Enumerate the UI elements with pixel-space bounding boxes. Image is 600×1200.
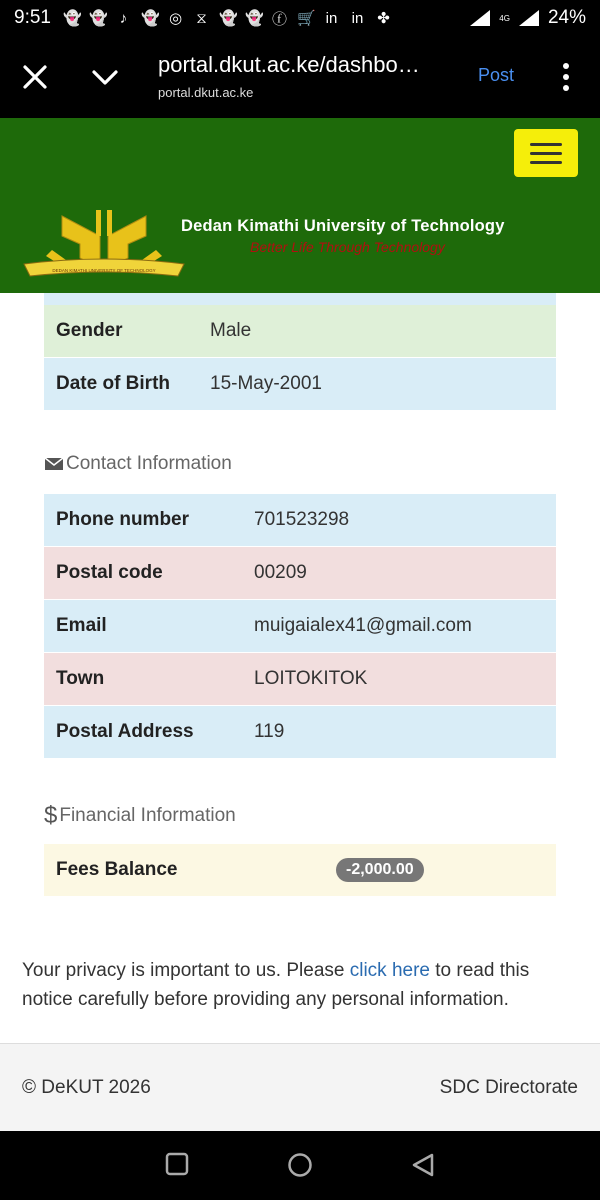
dollar-icon: $ (44, 802, 58, 829)
row-value: 119 (254, 721, 285, 742)
browser-toolbar (0, 36, 600, 118)
table-row-partial (44, 293, 556, 305)
row-value: Male (210, 320, 252, 341)
notification-icons (63, 8, 392, 29)
pinwheel-icon: ✤ (377, 10, 390, 27)
table-row (44, 653, 556, 706)
home-icon[interactable] (287, 1152, 313, 1178)
row-value: LOITOKITOK (254, 668, 368, 689)
privacy-text-before: Your privacy is important to us. Please (22, 960, 350, 981)
contact-title-text: Contact Information (66, 453, 232, 474)
tiktok-icon: ♪ (119, 9, 128, 27)
privacy-link[interactable]: click here (349, 960, 430, 981)
envelope-icon (44, 456, 64, 472)
hamburger-line (530, 161, 562, 164)
signal-icon (469, 9, 491, 27)
page-host: portal.dkut.ac.ke (158, 85, 254, 100)
close-icon[interactable] (20, 62, 50, 92)
personal-info-table (44, 293, 556, 411)
privacy-text-after: to read this notice carefully before providing any personal information. (22, 960, 530, 1010)
linkedin-icon: in (351, 9, 364, 27)
row-label: Town (56, 668, 105, 689)
signal-icon (518, 9, 540, 27)
linkedin-icon: in (325, 9, 338, 27)
battery-level: 24% (547, 7, 586, 28)
table-row (44, 305, 556, 358)
row-label: Phone number (56, 509, 190, 530)
snapchat-icon: 👻 (244, 10, 264, 27)
row-label: Postal Address (56, 721, 194, 742)
table-row (44, 706, 556, 759)
snapchat-icon: 👻 (88, 10, 108, 27)
contact-info-table (44, 494, 556, 759)
row-label: Email (56, 615, 107, 636)
footer-copyright: © DeKUT 2026 (22, 1077, 151, 1098)
row-value: 701523298 (254, 509, 350, 530)
financial-info-table (44, 844, 556, 897)
recent-apps-icon[interactable] (165, 1152, 189, 1176)
row-label: Date of Birth (56, 373, 170, 394)
university-tagline: Better Life Through Technology (250, 239, 445, 255)
hamburger-line (530, 152, 562, 155)
university-name: Dedan Kimathi University of Technology (181, 217, 505, 235)
menu-toggle-button[interactable] (514, 129, 578, 177)
fees-balance-badge: -2,000.00 (336, 858, 424, 882)
snapchat-icon: 👻 (140, 10, 160, 27)
row-value: 15-May-2001 (210, 373, 322, 394)
financial-section-title (44, 802, 236, 830)
snapchat-icon: 👻 (62, 10, 82, 27)
row-label: Fees Balance (56, 859, 178, 880)
status-time: 9:51 (14, 7, 51, 28)
table-row (44, 547, 556, 600)
capcut-icon: ⧖ (196, 9, 207, 27)
status-bar (0, 0, 600, 36)
page-footer (0, 1043, 600, 1131)
privacy-notice (22, 956, 582, 1014)
post-button[interactable]: Post (478, 65, 515, 85)
system-nav-bar (0, 1131, 600, 1200)
snapchat-icon: 👻 (218, 10, 238, 27)
row-label: Postal code (56, 562, 163, 583)
footer-directorate: SDC Directorate (439, 1077, 578, 1098)
contact-section-title (44, 453, 232, 475)
back-icon[interactable] (410, 1152, 436, 1178)
row-value: muigaialex41@gmail.com (254, 615, 472, 636)
row-label: Gender (56, 320, 123, 341)
shopping-cart-icon: 🛒 (296, 10, 316, 27)
page-url[interactable]: portal.dkut.ac.ke/dashbo… (158, 52, 420, 77)
logo-banner-text: DEDAN KIMATHI UNIVERSITY OF TECHNOLOGY (52, 268, 156, 273)
more-menu-icon[interactable] (556, 60, 576, 94)
financial-title-text: Financial Information (59, 805, 236, 826)
chevron-down-icon[interactable] (88, 62, 122, 92)
hamburger-line (530, 143, 562, 146)
table-row (44, 600, 556, 653)
instagram-icon: ◎ (168, 10, 183, 27)
network-type-label: 4G (499, 13, 510, 23)
table-row (44, 358, 556, 411)
university-logo[interactable] (22, 206, 186, 286)
site-header (0, 118, 600, 293)
table-row (44, 844, 556, 897)
table-row (44, 494, 556, 547)
facebook-icon: ⓕ (271, 10, 287, 28)
row-value: 00209 (254, 562, 307, 583)
